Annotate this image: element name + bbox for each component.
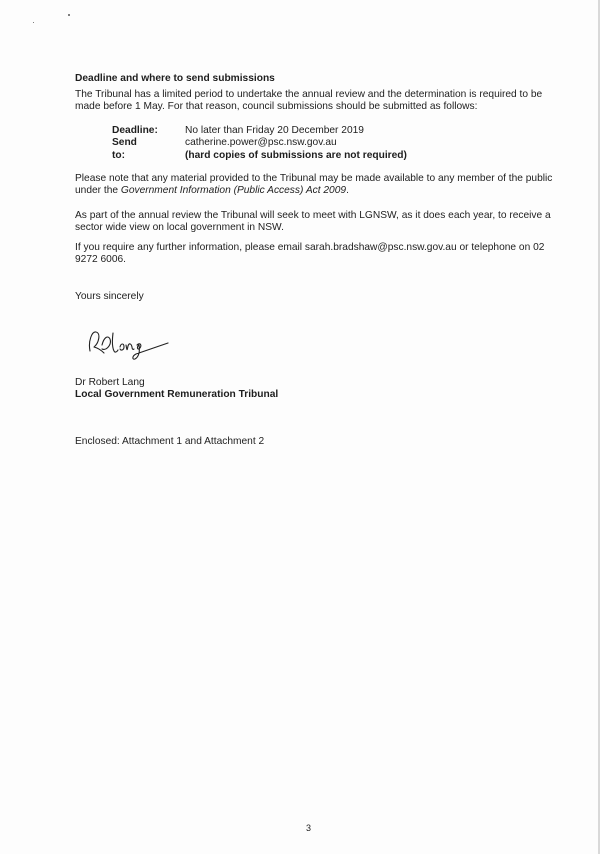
- enclosures-line: Enclosed: Attachment 1 and Attachment 2: [75, 436, 265, 447]
- scan-speck: [33, 22, 34, 23]
- note-end: .: [346, 185, 349, 197]
- meeting-paragraph: As part of the annual review the Tribunal will seek to meet with LGNSW, as it does each year, to receive a sector wide view on local government in NSW.: [75, 210, 551, 234]
- signatory-name: Dr Robert Lang: [75, 377, 145, 388]
- act-title: Government Information (Public Access) Act 2009: [120, 185, 347, 197]
- closing-line: Yours sincerely: [75, 291, 144, 302]
- note-text: Please note that any material provided to the Tribunal may be made available to any member of the public under the: [75, 173, 553, 197]
- hard-copy-note: (hard copies of submissions are not required): [185, 149, 407, 161]
- intro-paragraph: The Tribunal has a limited period to undertake the annual review and the determination is required to be made before 1 May. For that reason, council submissions should be submitted as follows:: [75, 89, 543, 113]
- note-paragraph: [75, 173, 553, 198]
- page-number: 3: [306, 823, 312, 833]
- scan-speck: [68, 14, 70, 16]
- deadline-label: Deadline:: [112, 125, 158, 136]
- section-heading: Deadline and where to send submissions: [75, 73, 275, 84]
- signatory-organisation: Local Government Remuneration Tribunal: [75, 389, 279, 400]
- signature-image: [82, 323, 172, 363]
- send-to-email: catherine.power@psc.nsw.gov.au: [185, 137, 337, 149]
- contact-paragraph: If you require any further information, please email sarah.bradshaw@psc.nsw.gov.au or telephone on 02 9272 6006.: [75, 242, 545, 266]
- send-to-label: Send to:: [112, 137, 137, 161]
- deadline-value: No later than Friday 20 December 2019: [185, 125, 364, 136]
